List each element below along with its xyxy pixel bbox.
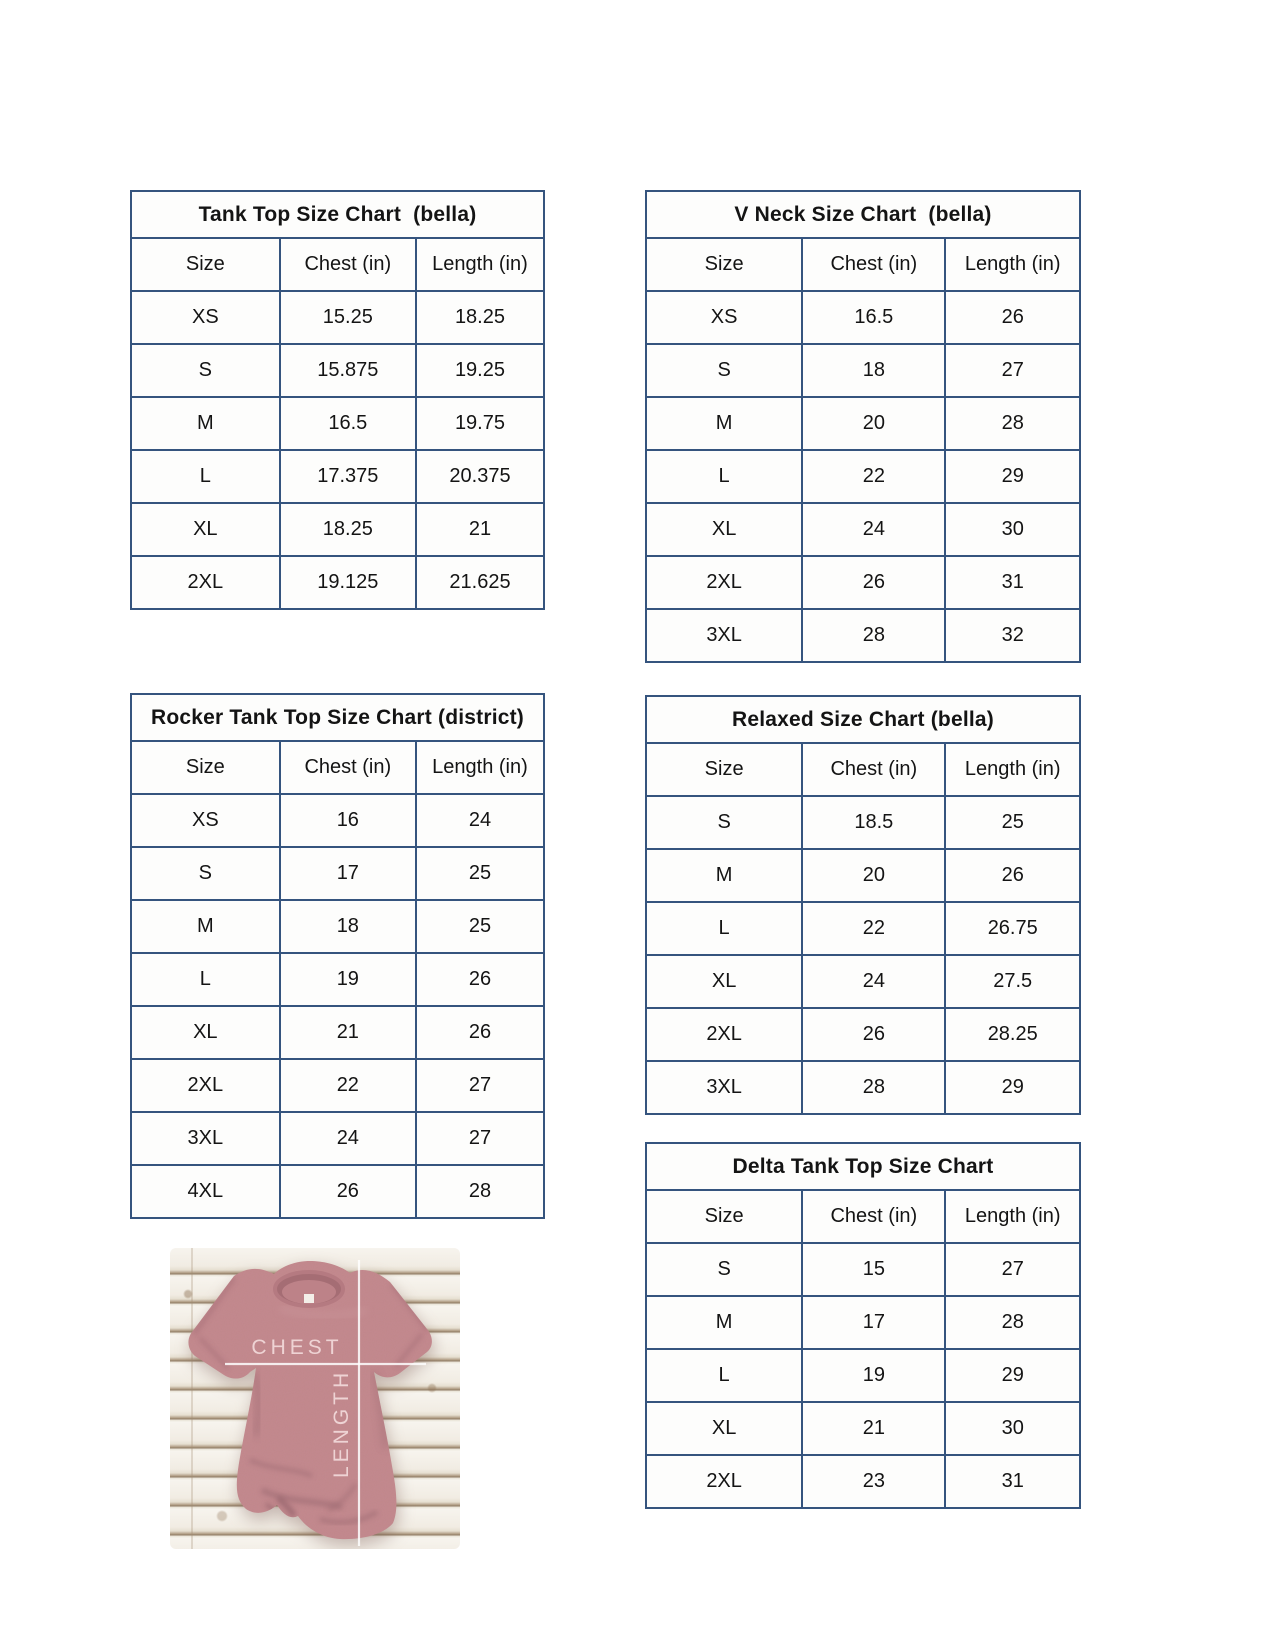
table-cell: 31 [945, 556, 1080, 609]
table-title: Rocker Tank Top Size Chart (district) [131, 694, 544, 741]
table-cell: 28 [945, 397, 1080, 450]
column-header: Size [646, 1190, 802, 1243]
collar-tag [304, 1294, 314, 1303]
table-header-row [646, 1190, 1080, 1243]
table-title: Delta Tank Top Size Chart [646, 1143, 1080, 1190]
table-cell: 30 [945, 1402, 1080, 1455]
table-cell: 25 [416, 847, 544, 900]
table-cell: 31 [945, 1455, 1080, 1508]
column-header: Size [131, 238, 280, 291]
table-cell: S [646, 796, 802, 849]
table-row [646, 609, 1080, 662]
table-cell: 25 [416, 900, 544, 953]
table-cell: 29 [945, 1061, 1080, 1114]
table-header-row [646, 743, 1080, 796]
table-cell: 24 [416, 794, 544, 847]
table-cell: 26 [802, 556, 945, 609]
table-cell: 16 [280, 794, 416, 847]
column-header: Length (in) [945, 1190, 1080, 1243]
table-header-row [131, 238, 544, 291]
table-cell: XL [131, 503, 280, 556]
table-row [646, 1402, 1080, 1455]
column-header: Chest (in) [802, 743, 945, 796]
table-row [131, 1112, 544, 1165]
table-cell: 2XL [646, 1455, 802, 1508]
table-cell: 19 [280, 953, 416, 1006]
table-cell: 22 [280, 1059, 416, 1112]
delta-table [645, 1142, 1081, 1509]
table-cell: L [131, 953, 280, 1006]
table-cell: 16.5 [802, 291, 945, 344]
table-row [646, 291, 1080, 344]
table-cell: 2XL [131, 556, 280, 609]
table-cell: 32 [945, 609, 1080, 662]
delta-tank-size-chart [645, 1142, 1081, 1509]
table-cell: 24 [802, 955, 945, 1008]
table-cell: S [131, 344, 280, 397]
table-row [646, 344, 1080, 397]
length-label: LENGTH [330, 1368, 353, 1478]
column-header: Chest (in) [802, 238, 945, 291]
table-cell: 27 [416, 1059, 544, 1112]
table-cell: 4XL [131, 1165, 280, 1218]
table-title-row [131, 191, 544, 238]
column-header: Length (in) [945, 743, 1080, 796]
relaxed-table [645, 695, 1081, 1115]
column-header: Chest (in) [802, 1190, 945, 1243]
table-title-row [646, 696, 1080, 743]
table-cell: 20 [802, 397, 945, 450]
table-cell: 16.5 [280, 397, 416, 450]
table-row [646, 1243, 1080, 1296]
table-cell: 18 [802, 344, 945, 397]
table-cell: M [646, 1296, 802, 1349]
table-cell: 27 [416, 1112, 544, 1165]
table-cell: 27 [945, 1243, 1080, 1296]
table-cell: 2XL [646, 1008, 802, 1061]
table-cell: 26 [280, 1165, 416, 1218]
relaxed-size-chart [645, 695, 1081, 1115]
column-header: Size [646, 238, 802, 291]
table-cell: 18.25 [280, 503, 416, 556]
table-cell: 26 [945, 291, 1080, 344]
table-row [646, 1296, 1080, 1349]
table-cell: 26 [945, 849, 1080, 902]
tshirt-measurement-figure [170, 1248, 460, 1549]
column-header: Chest (in) [280, 238, 416, 291]
table-row [646, 450, 1080, 503]
table-header-row [646, 238, 1080, 291]
table-cell: XS [131, 794, 280, 847]
table-row [646, 1455, 1080, 1508]
table-cell: L [646, 1349, 802, 1402]
table-cell: XS [131, 291, 280, 344]
table-row [646, 849, 1080, 902]
tshirt-collar [275, 1272, 343, 1306]
table-row [646, 397, 1080, 450]
table-cell: M [131, 397, 280, 450]
table-cell: 28 [802, 1061, 945, 1114]
table-cell: 3XL [646, 609, 802, 662]
table-title-row [646, 1143, 1080, 1190]
table-cell: 21 [416, 503, 544, 556]
table-title-row [131, 694, 544, 741]
table-cell: 26 [416, 1006, 544, 1059]
table-row [646, 1061, 1080, 1114]
table-title: Tank Top Size Chart (bella) [131, 191, 544, 238]
table-row [646, 503, 1080, 556]
table-cell: L [646, 902, 802, 955]
tshirt-illustration [170, 1248, 460, 1549]
table-cell: 15 [802, 1243, 945, 1296]
table-cell: XL [131, 1006, 280, 1059]
table-cell: S [131, 847, 280, 900]
table-cell: L [131, 450, 280, 503]
chest-label: CHEST [251, 1336, 343, 1359]
table-cell: 28.25 [945, 1008, 1080, 1061]
table-cell: M [131, 900, 280, 953]
table-cell: 18.5 [802, 796, 945, 849]
table-cell: 28 [945, 1296, 1080, 1349]
table-row [131, 291, 544, 344]
table-row [131, 503, 544, 556]
table-row [131, 1165, 544, 1218]
rocker-table [130, 693, 545, 1219]
table-cell: 24 [802, 503, 945, 556]
table-cell: XL [646, 503, 802, 556]
table-cell: 2XL [646, 556, 802, 609]
table-cell: 19.75 [416, 397, 544, 450]
table-cell: 30 [945, 503, 1080, 556]
table-title-row [646, 191, 1080, 238]
table-row [646, 556, 1080, 609]
table-cell: 19.125 [280, 556, 416, 609]
tank-top-size-chart [130, 190, 545, 610]
table-row [646, 955, 1080, 1008]
table-cell: 22 [802, 450, 945, 503]
table-cell: 23 [802, 1455, 945, 1508]
vneck-table [645, 190, 1081, 663]
table-row [131, 450, 544, 503]
table-cell: 21 [802, 1402, 945, 1455]
column-header: Length (in) [416, 238, 544, 291]
table-cell: 19 [802, 1349, 945, 1402]
table-cell: 20.375 [416, 450, 544, 503]
table-cell: XL [646, 1402, 802, 1455]
tank-table [130, 190, 545, 610]
table-cell: 15.25 [280, 291, 416, 344]
table-title: V Neck Size Chart (bella) [646, 191, 1080, 238]
table-cell: 24 [280, 1112, 416, 1165]
table-cell: 29 [945, 1349, 1080, 1402]
rocker-tank-size-chart [130, 693, 545, 1219]
table-cell: 18 [280, 900, 416, 953]
table-cell: 26 [416, 953, 544, 1006]
table-row [131, 794, 544, 847]
table-cell: 17 [280, 847, 416, 900]
table-cell: 25 [945, 796, 1080, 849]
table-row [131, 397, 544, 450]
v-neck-size-chart [645, 190, 1081, 663]
table-header-row [131, 741, 544, 794]
table-cell: 21 [280, 1006, 416, 1059]
table-row [646, 796, 1080, 849]
table-cell: 18.25 [416, 291, 544, 344]
column-header: Length (in) [945, 238, 1080, 291]
table-cell: 17.375 [280, 450, 416, 503]
table-cell: M [646, 397, 802, 450]
table-cell: S [646, 344, 802, 397]
table-cell: 15.875 [280, 344, 416, 397]
table-cell: 28 [802, 609, 945, 662]
table-row [646, 902, 1080, 955]
column-header: Size [131, 741, 280, 794]
table-row [646, 1008, 1080, 1061]
table-cell: 27.5 [945, 955, 1080, 1008]
table-cell: 27 [945, 344, 1080, 397]
table-cell: 17 [802, 1296, 945, 1349]
table-row [646, 1349, 1080, 1402]
table-cell: 29 [945, 450, 1080, 503]
table-cell: 26 [802, 1008, 945, 1061]
table-row [131, 1006, 544, 1059]
table-row [131, 847, 544, 900]
table-cell: XL [646, 955, 802, 1008]
table-cell: 22 [802, 902, 945, 955]
table-cell: S [646, 1243, 802, 1296]
table-cell: 26.75 [945, 902, 1080, 955]
column-header: Size [646, 743, 802, 796]
table-cell: 3XL [646, 1061, 802, 1114]
table-title: Relaxed Size Chart (bella) [646, 696, 1080, 743]
table-cell: 20 [802, 849, 945, 902]
table-row [131, 556, 544, 609]
table-row [131, 344, 544, 397]
table-row [131, 900, 544, 953]
table-row [131, 953, 544, 1006]
table-cell: 19.25 [416, 344, 544, 397]
table-cell: 28 [416, 1165, 544, 1218]
column-header: Chest (in) [280, 741, 416, 794]
table-cell: M [646, 849, 802, 902]
table-cell: L [646, 450, 802, 503]
table-cell: 3XL [131, 1112, 280, 1165]
table-cell: XS [646, 291, 802, 344]
column-header: Length (in) [416, 741, 544, 794]
table-cell: 2XL [131, 1059, 280, 1112]
table-cell: 21.625 [416, 556, 544, 609]
table-row [131, 1059, 544, 1112]
